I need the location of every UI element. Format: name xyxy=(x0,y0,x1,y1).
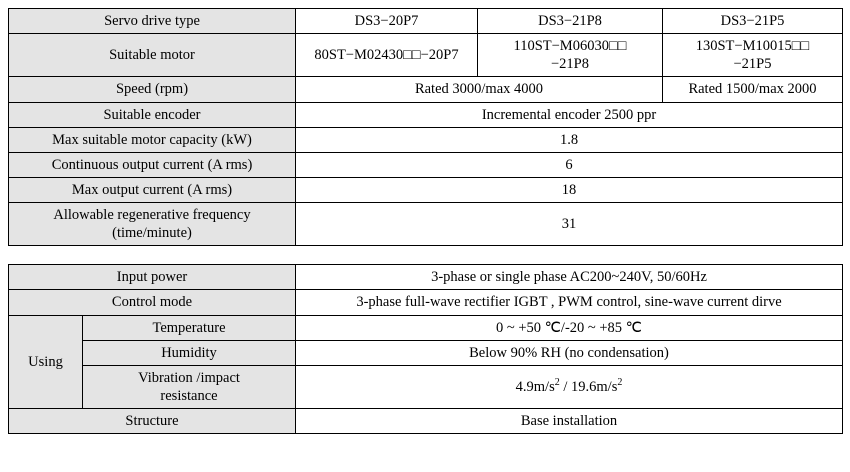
structure-value: Base installation xyxy=(296,409,843,434)
table-row xyxy=(9,365,843,408)
row-label-continuous-output-current: Continuous output current (A rms) xyxy=(9,152,296,177)
row-label-humidity: Humidity xyxy=(83,340,296,365)
row-label-using: Using xyxy=(9,315,83,409)
row-label-input-power: Input power xyxy=(9,265,296,290)
max-output-current-value: 18 xyxy=(296,177,843,202)
drive-type-col2: DS3−21P8 xyxy=(478,9,663,34)
table-row xyxy=(9,152,843,177)
row-label-suitable-motor: Suitable motor xyxy=(9,34,296,77)
table-row xyxy=(9,102,843,127)
suitable-motor-col2 xyxy=(478,34,663,77)
table-row xyxy=(9,409,843,434)
speed-col3: Rated 1500/max 2000 xyxy=(663,77,843,102)
suitable-motor-col2-line1: 110ST−M06030□□ xyxy=(513,38,627,55)
table-row xyxy=(9,34,843,77)
speed-col12: Rated 3000/max 4000 xyxy=(296,77,663,102)
regenerative-frequency-label-line2: (time/minute) xyxy=(112,225,192,242)
environment-specifications-table xyxy=(8,264,843,434)
table-row xyxy=(9,265,843,290)
table-row xyxy=(9,203,843,246)
temperature-value: 0 ~ +50 ℃/-20 ~ +85 ℃ xyxy=(296,315,843,340)
suitable-encoder-value: Incremental encoder 2500 ppr xyxy=(296,102,843,127)
vibration-label-line1: Vibration /impact xyxy=(138,369,240,386)
row-label-speed: Speed (rpm) xyxy=(9,77,296,102)
drive-specifications-table xyxy=(8,8,843,246)
drive-type-col1: DS3−20P7 xyxy=(296,9,478,34)
row-label-control-mode: Control mode xyxy=(9,290,296,315)
suitable-motor-col3-line1: 130ST−M10015□□ xyxy=(695,38,810,55)
continuous-output-current-value: 6 xyxy=(296,152,843,177)
vibration-label-line2: resistance xyxy=(160,387,218,404)
table-row xyxy=(9,77,843,102)
row-label-temperature: Temperature xyxy=(83,315,296,340)
regenerative-frequency-label-line1: Allowable regenerative frequency xyxy=(53,207,251,223)
humidity-value: Below 90% RH (no condensation) xyxy=(296,340,843,365)
regenerative-frequency-value: 31 xyxy=(296,203,843,246)
row-label-vibration-impact-resistance xyxy=(83,365,296,408)
row-label-structure: Structure xyxy=(9,409,296,434)
vibration-value-second: / 19.6m/s xyxy=(559,378,618,395)
row-label-max-output-current: Max output current (A rms) xyxy=(9,177,296,202)
input-power-value: 3-phase or single phase AC200~240V, 50/60Hz xyxy=(296,265,843,290)
table-row xyxy=(9,315,843,340)
vibration-value-first-exponent: 2 xyxy=(554,376,560,388)
vibration-value-second-exponent: 2 xyxy=(617,376,623,388)
table-row xyxy=(9,177,843,202)
row-label-suitable-encoder: Suitable encoder xyxy=(9,102,296,127)
row-label-max-motor-capacity: Max suitable motor capacity (kW) xyxy=(9,127,296,152)
suitable-motor-col3 xyxy=(663,34,843,77)
vibration-value-first: 4.9m/s xyxy=(515,378,555,395)
drive-type-col3: DS3−21P5 xyxy=(663,9,843,34)
table-separator xyxy=(8,246,842,264)
table-row xyxy=(9,340,843,365)
suitable-motor-col3-line2: −21P5 xyxy=(733,56,772,73)
suitable-motor-col2-line2: −21P8 xyxy=(551,56,589,73)
control-mode-value: 3-phase full-wave rectifier IGBT , PWM control, sine-wave current dirve xyxy=(296,290,843,315)
table-row xyxy=(9,290,843,315)
row-label-regenerative-frequency xyxy=(9,203,296,246)
max-motor-capacity-value: 1.8 xyxy=(296,127,843,152)
suitable-motor-col1: 80ST−M02430□□−20P7 xyxy=(296,34,478,77)
table-row xyxy=(9,127,843,152)
row-label-servo-drive-type: Servo drive type xyxy=(9,9,296,34)
table-row xyxy=(9,9,843,34)
vibration-value xyxy=(296,365,843,408)
